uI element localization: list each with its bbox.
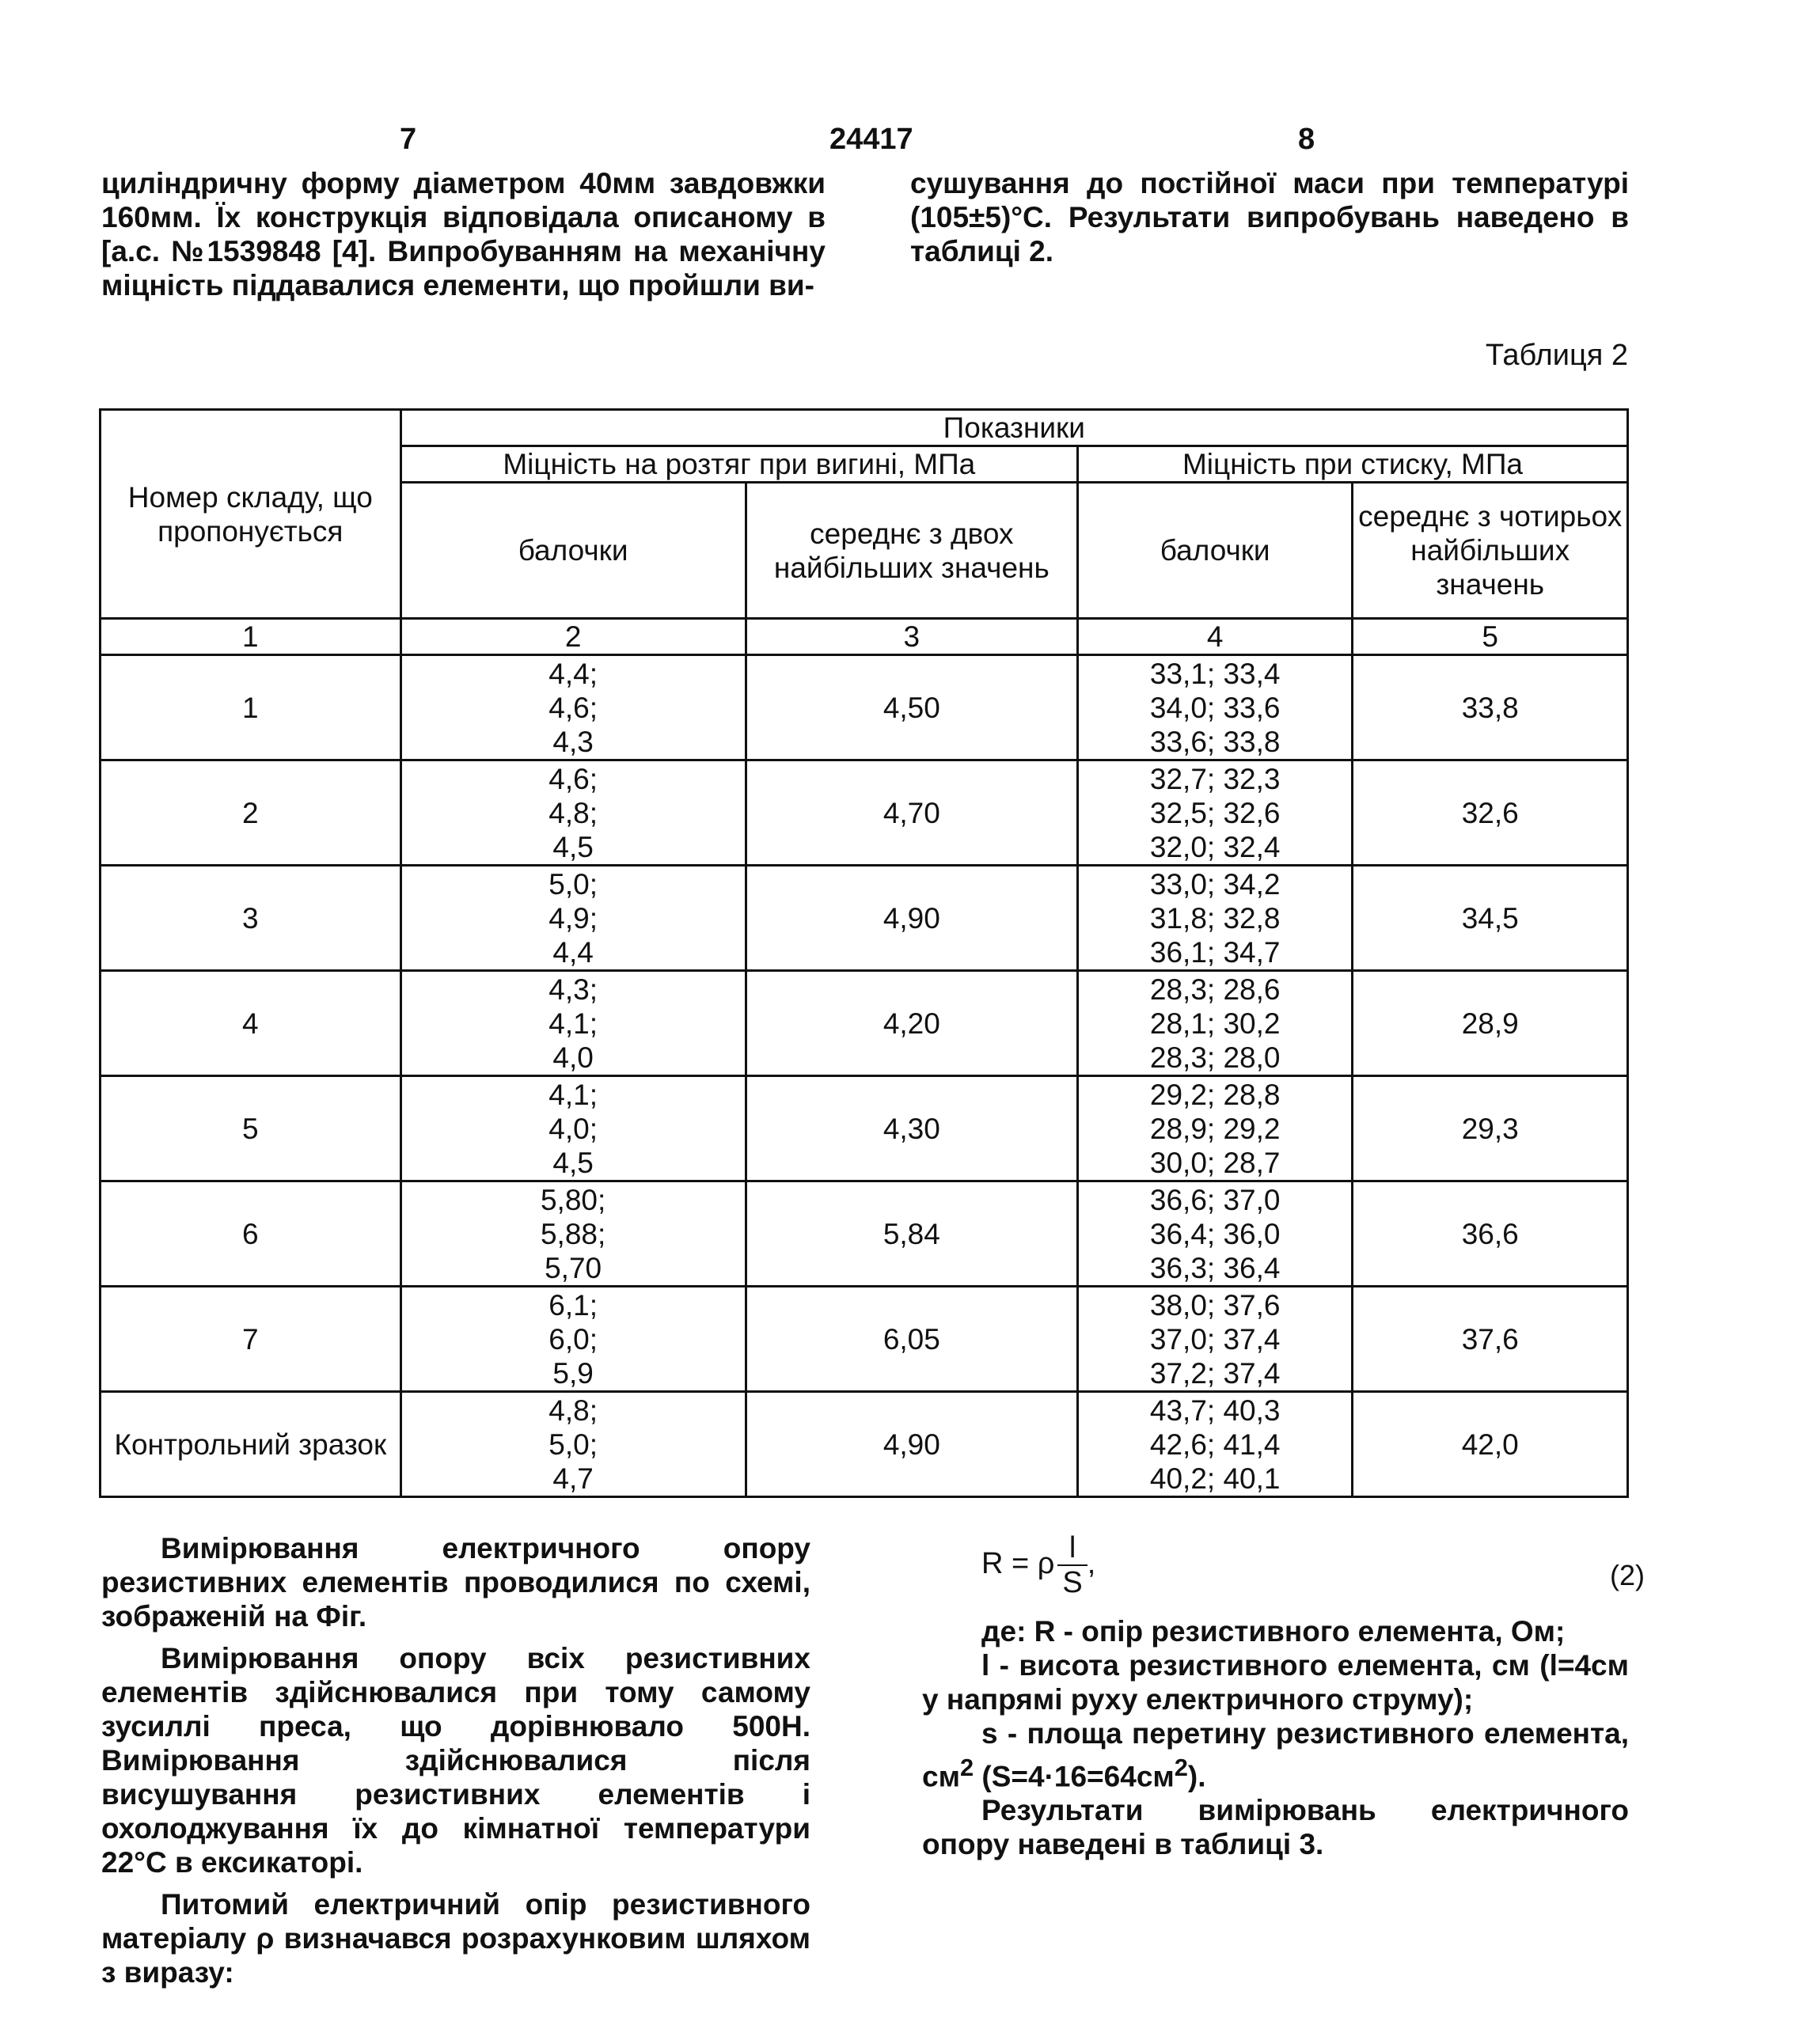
formula-denominator: S	[1062, 1566, 1083, 1599]
composition-id: 4	[101, 971, 401, 1076]
column-number: 5	[1353, 619, 1628, 655]
bending-values: 6,1; 6,0; 5,9	[400, 1287, 746, 1392]
table-row	[101, 1392, 1628, 1497]
formula-fraction	[1057, 1531, 1087, 1599]
bending-values: 5,0; 4,9; 4,4	[400, 866, 746, 971]
definition-s-text: (S=4·16=64см	[974, 1760, 1175, 1793]
table-row	[101, 1076, 1628, 1181]
compression-values: 28,3; 28,6 28,1; 30,2 28,3; 28,0	[1078, 971, 1353, 1076]
formula-tail: ,	[1087, 1547, 1096, 1581]
header-compression-average: середнє з чотирьох найбільших значень	[1353, 483, 1628, 619]
compression-average: 33,8	[1353, 655, 1628, 760]
definition-s-text: ).	[1187, 1760, 1206, 1793]
document-number: 24417	[829, 123, 913, 156]
top-left-paragraph: циліндричну форму діаметром 40мм завдовжки 160мм. Їх конструкція відповідала описаному в [а.с. №1539848 [4]. Випробуванням на механічну міцність піддавалися елементи, що пройшли ви-	[101, 167, 826, 301]
bending-values: 4,8; 5,0; 4,7	[400, 1392, 746, 1497]
top-right-column	[910, 166, 1629, 268]
header-indicators: Показники	[400, 410, 1627, 446]
bending-average: 6,05	[746, 1287, 1077, 1392]
composition-id: 3	[101, 866, 401, 971]
column-number: 4	[1078, 619, 1353, 655]
superscript: 2	[1174, 1754, 1188, 1781]
table-row	[101, 866, 1628, 971]
bending-average: 4,50	[746, 655, 1077, 760]
header-bending-strength: Міцність на розтяг при вигині, МПа	[400, 446, 1077, 483]
bending-average: 4,30	[746, 1076, 1077, 1181]
bending-values: 4,6; 4,8; 4,5	[400, 760, 746, 866]
bending-average: 5,84	[746, 1181, 1077, 1287]
bending-values: 4,1; 4,0; 4,5	[400, 1076, 746, 1181]
compression-average: 34,5	[1353, 866, 1628, 971]
equation-number: (2)	[1610, 1559, 1645, 1591]
table-row	[101, 971, 1628, 1076]
compression-average: 36,6	[1353, 1181, 1628, 1287]
column-number: 2	[400, 619, 746, 655]
composition-id: Контрольний зразок	[101, 1392, 401, 1497]
compression-average: 37,6	[1353, 1287, 1628, 1392]
bottom-right-column	[922, 1614, 1629, 1861]
bending-average: 4,90	[746, 866, 1077, 971]
page-number-left: 7	[400, 123, 417, 156]
top-left-column	[101, 166, 826, 302]
compression-values: 32,7; 32,3 32,5; 32,6 32,0; 32,4	[1078, 760, 1353, 866]
header-compression-strength: Міцність при стиску, МПа	[1078, 446, 1628, 483]
compression-values: 38,0; 37,6 37,0; 37,4 37,2; 37,4	[1078, 1287, 1353, 1392]
bending-average: 4,20	[746, 971, 1077, 1076]
table-caption: Таблиця 2	[1485, 339, 1628, 372]
compression-average: 28,9	[1353, 971, 1628, 1076]
compression-average: 29,3	[1353, 1076, 1628, 1181]
resistance-formula	[981, 1531, 1095, 1599]
top-right-paragraph: сушування до постійної маси при температурі (105±5)°C. Результати випробувань наведено в таблиці 2.	[910, 167, 1629, 267]
paragraph-measurement-scheme: Вимірювання електричного опору резистивних елементів проводилися по схемі, зображеній на Фіг.	[101, 1532, 810, 1633]
formula-numerator: l	[1057, 1531, 1087, 1566]
composition-id: 5	[101, 1076, 401, 1181]
column-number-row	[101, 619, 1628, 655]
page-number-right: 8	[1298, 123, 1315, 156]
compression-values: 43,7; 40,3 42,6; 41,4 40,2; 40,1	[1078, 1392, 1353, 1497]
column-number: 1	[101, 619, 401, 655]
table-row	[101, 1181, 1628, 1287]
paragraph-resistivity: Питомий електричний опір резистивного матеріалу ρ визначався розрахунковим шляхом з виразу:	[101, 1888, 810, 1989]
bending-average: 4,70	[746, 760, 1077, 866]
bottom-left-column	[101, 1531, 810, 1989]
compression-average: 32,6	[1353, 760, 1628, 866]
results-table	[99, 408, 1629, 1498]
superscript: 2	[959, 1754, 974, 1781]
table-row	[101, 655, 1628, 760]
bending-values: 4,4; 4,6; 4,3	[400, 655, 746, 760]
bending-values: 5,80; 5,88; 5,70	[400, 1181, 746, 1287]
definition-l: l - висота резистивного елемента, см (l=4см у напрямі руху електричного струму);	[922, 1649, 1629, 1716]
paragraph-measurement-conditions: Вимірювання опору всіх резистивних елементів здійснювалися при тому самому зусиллі преса, що дорівнювало 500Н. Вимірювання здійснювалися після висушування резистивних елементів і охолоджування їх до кімнатної температури 22°С в ексикаторі.	[101, 1642, 810, 1879]
formula-lhs: R = ρ	[981, 1547, 1055, 1581]
header-bending-average: середнє з двох найбільших значень	[746, 483, 1077, 619]
column-number: 3	[746, 619, 1077, 655]
paragraph-results: Результати вимірювань електричного опору наведені в таблиці 3.	[922, 1794, 1629, 1861]
definition-r: де: R - опір резистивного елемента, Ом;	[981, 1615, 1566, 1648]
table-row	[101, 760, 1628, 866]
compression-values: 36,6; 37,0 36,4; 36,0 36,3; 36,4	[1078, 1181, 1353, 1287]
compression-values: 33,1; 33,4 34,0; 33,6 33,6; 33,8	[1078, 655, 1353, 760]
bending-average: 4,90	[746, 1392, 1077, 1497]
bending-values: 4,3; 4,1; 4,0	[400, 971, 746, 1076]
composition-id: 1	[101, 655, 401, 760]
definition-s	[922, 1716, 1629, 1793]
compression-average: 42,0	[1353, 1392, 1628, 1497]
compression-values: 29,2; 28,8 28,9; 29,2 30,0; 28,7	[1078, 1076, 1353, 1181]
header-beams-bending: балочки	[400, 483, 746, 619]
header-beams-compression: балочки	[1078, 483, 1353, 619]
table-row	[101, 1287, 1628, 1392]
header-composition-number: Номер складу, що пропонується	[101, 410, 401, 619]
compression-values: 33,0; 34,2 31,8; 32,8 36,1; 34,7	[1078, 866, 1353, 971]
definition-s-text: s - площа перетину резистивного елемента, см	[922, 1717, 1629, 1793]
composition-id: 2	[101, 760, 401, 866]
table-header-row	[101, 410, 1628, 446]
composition-id: 6	[101, 1181, 401, 1287]
composition-id: 7	[101, 1287, 401, 1392]
